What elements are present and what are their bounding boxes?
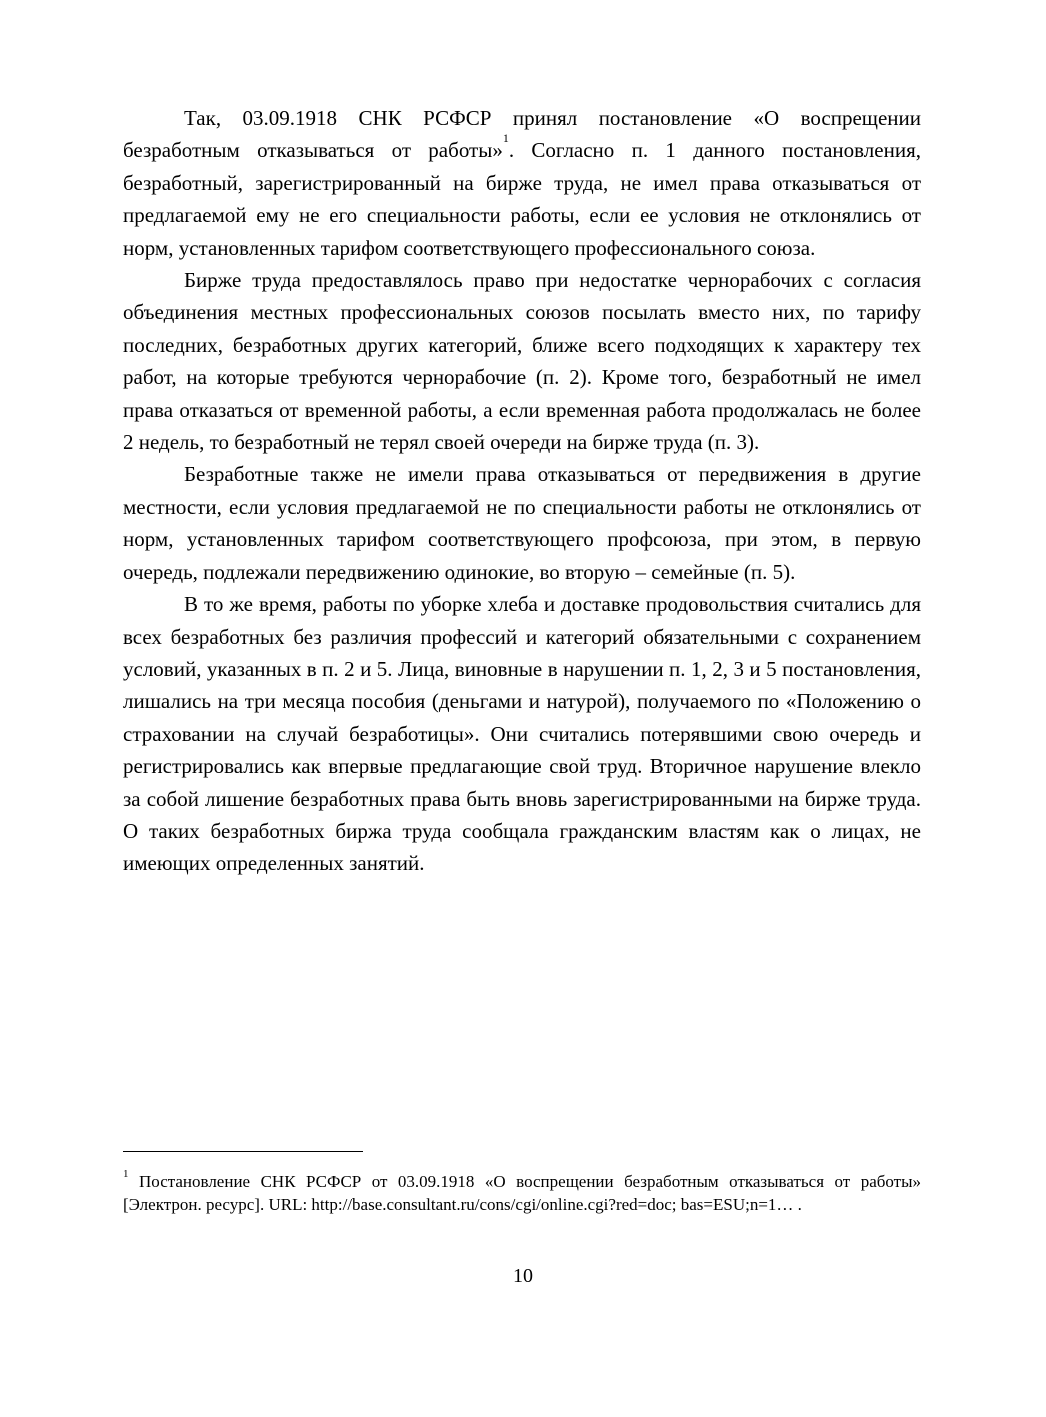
- paragraph-2: Бирже труда предоставлялось право при недостатке чернорабочих с согласия объединения местных профессиональных союзов посылать вместо них, по тарифу последних, безработных других категорий, ближе всего подходящих к характеру тех работ, на которые требуются чернорабочие (п. 2). Кроме того, безработный не имел права отказаться от временной работы, а если временная работа продолжалась не более 2 недель, то безработный не терял своей очереди на бирже труда (п. 3).: [123, 268, 921, 455]
- footnote-mark: 1: [123, 1168, 129, 1180]
- paragraph-1-text-end: . Согласно п. 1 данного постановления, безработный, зарегистрированный на бирже труда, не имел права отказываться от предлагаемой ему не его специальности работы, если ее условия не отклонялись от норм, установленных тарифом соответствующего профессионального союза.: [123, 138, 921, 260]
- page-number: 10: [513, 1265, 533, 1287]
- paragraph-3: Безработные также не имели права отказываться от передвижения в другие местности, если условия предлагаемой не по специальности работы не отклонялись от норм, установленных тарифом соответствующего профсоюза, при этом, в первую очередь, подлежали передвижению одинокие, во вторую – семейные (п. 5).: [123, 462, 921, 584]
- footnote-reference[interactable]: 1: [502, 131, 509, 146]
- footnote: [123, 1170, 921, 1216]
- paragraph-1: [123, 102, 921, 264]
- body-text: [123, 102, 921, 880]
- paragraph-4: В то же время, работы по уборке хлеба и доставке продовольствия считались для всех безработных без различия профессий и категорий обязательными с сохранением условий, указанных в п. 2 и 5. Лица, виновные в нарушении п. 1, 2, 3 и 5 постановления, лишались на три месяца пособия (деньгами и натурой), получаемого по «Положению о страховании на случай безработицы». Они считались потерявшими свою очередь и регистрировались как впервые предлагающие свой труд. Вторичное нарушение влекло за собой лишение безработных права быть вновь зарегистрированными на бирже труда. О таких безработных биржа труда сообщала гражданским властям как о лицах, не имеющих определенных занятий.: [123, 592, 921, 876]
- paragraph-1-text-start: Так, 03.09.1918 СНК РСФСР принял постановление «О воспрещении безработным отказываться от работы»: [123, 106, 921, 163]
- footnote-separator: [123, 1151, 363, 1152]
- footnote-text: Постановление СНК РСФСР от 03.09.1918 «О воспрещении безработным отказываться от работы» [Электрон. ресурс]. URL: http://base.consultant.ru/cons/cgi/online.cgi?red=doc; bas=ESU;n=1… .: [123, 1172, 922, 1214]
